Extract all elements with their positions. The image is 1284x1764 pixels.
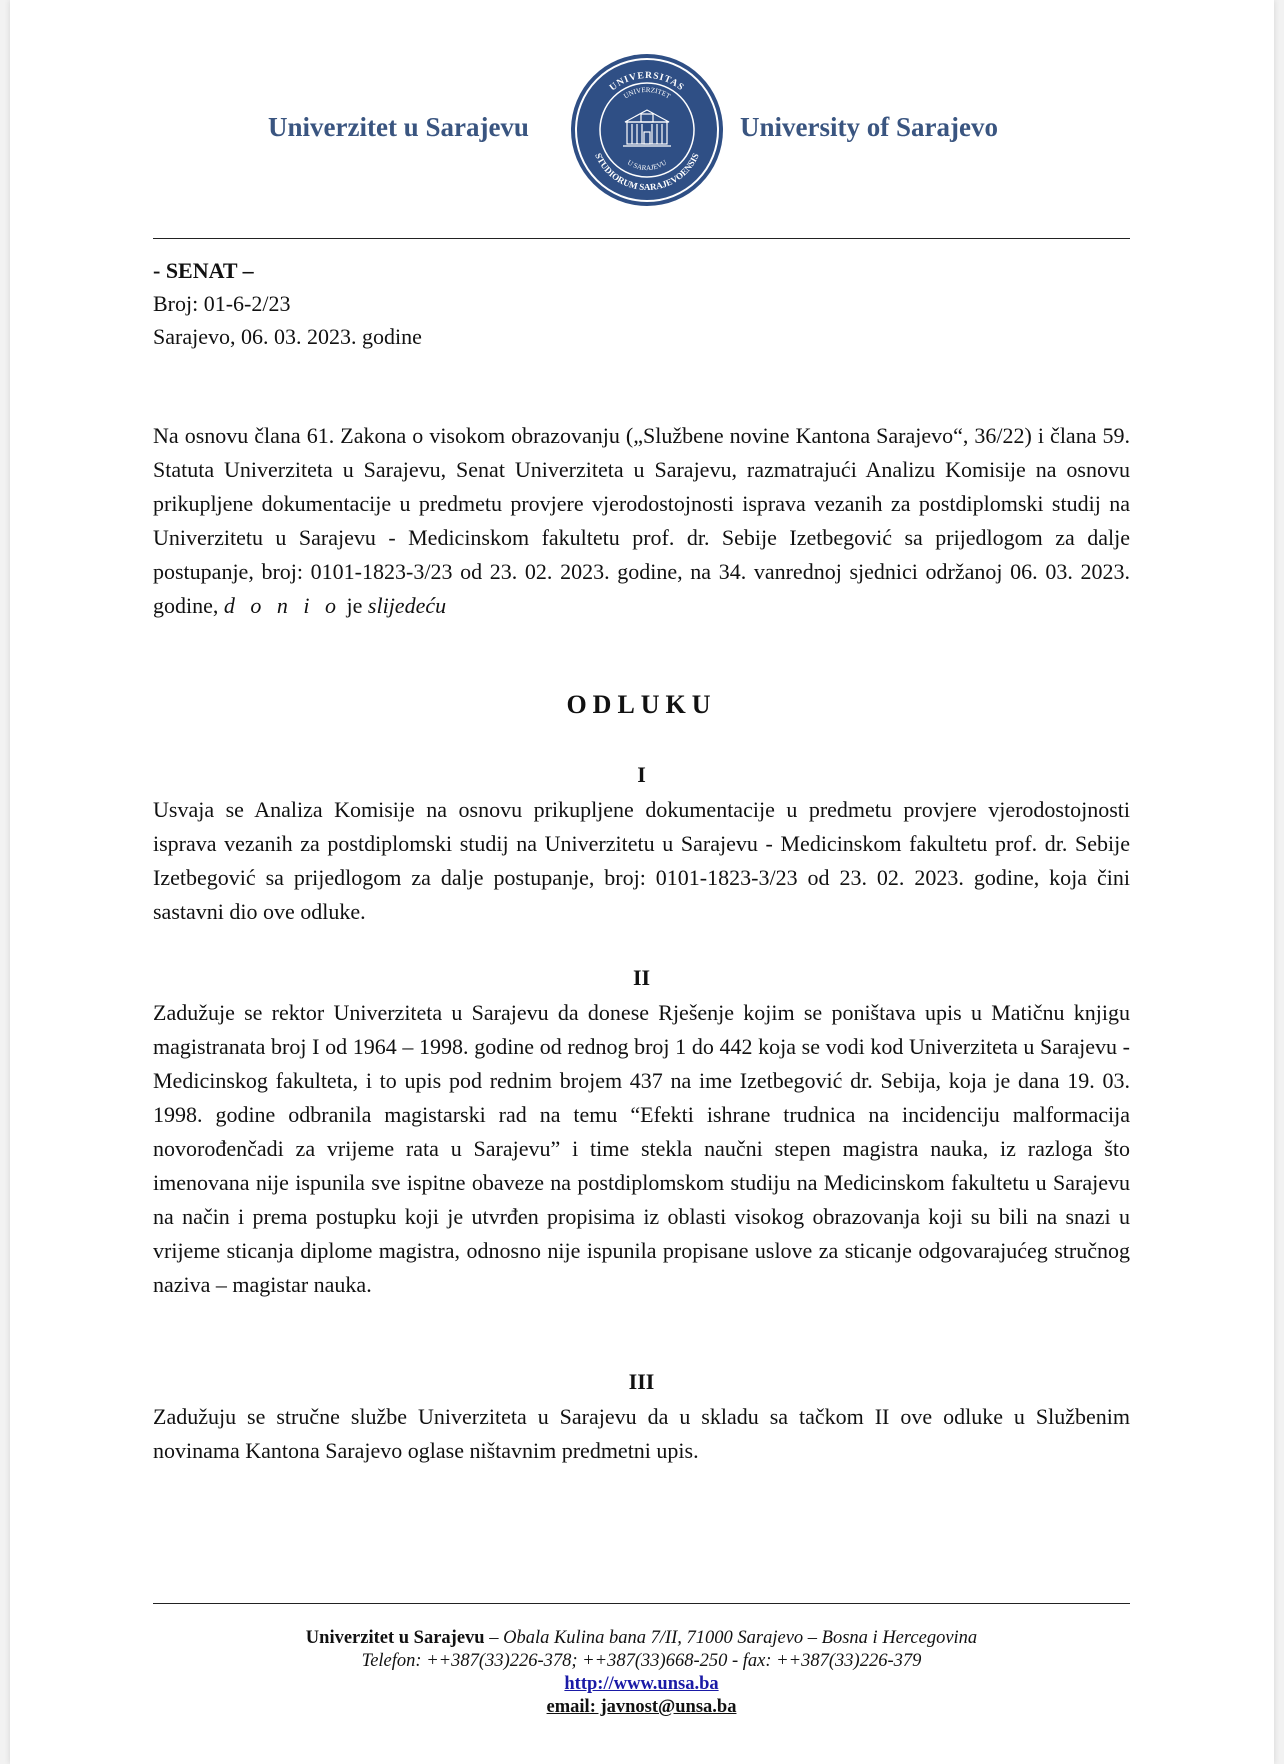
university-name-en: University of Sarajevo	[740, 112, 998, 142]
footer-website-link[interactable]: http://www.unsa.ba	[564, 1674, 719, 1694]
document-meta	[153, 254, 1130, 353]
section-number: II	[632, 965, 651, 990]
footer	[153, 1627, 1130, 1719]
footer-email[interactable]: email: javnost@unsa.ba	[546, 1697, 737, 1717]
intro-text: Na osnovu člana 61. Zakona o visokom obrazovanju („Službene novine Kantona Sarajevo“, 36/22) i člana 59. Statuta Univerziteta u Sarajevu, Senat Univerziteta u Sarajevu, razmatrajući Analizu Komisije na osnovu prikupljene dokumentacije u predmetu provjere vjerodostojnosti isprava vezanih za postdiplomski studij na Univerzitetu u Sarajevu - Medicinskom fakultetu prof. dr. Sebije Izetbegović sa prijedlogom za dalje postupanje, broj: 0101-1823-3/23 od 23. 02. 2023. godine, na 34. vanrednoj sjednici održanoj 06. 03. 2023. godine,	[153, 423, 1130, 618]
footer-divider	[153, 1603, 1130, 1604]
donio-word: d o n i o	[223, 593, 342, 618]
letterhead	[10, 52, 1274, 212]
seal-outer-top-text: UNIVERSITAS	[608, 70, 686, 94]
footer-address: – Obala Kulina bana 7/II, 71000 Sarajevo – Bosna i Hercegovina	[484, 1628, 978, 1648]
section-text: Zadužuju se stručne službe Univerziteta u Sarajevu da u skladu sa tačkom II ove odluke u Službenim novinama Kantona Sarajevo oglase ništavnim predmetni upis.	[153, 1404, 1130, 1463]
seal-inner-top-text: UNIVERZITET	[622, 85, 672, 101]
section-number: III	[628, 1369, 655, 1394]
footer-address-line	[153, 1627, 1130, 1650]
document-page	[10, 0, 1274, 1764]
section-number: I	[637, 762, 646, 787]
university-name-bs: Univerzitet u Sarajevu	[268, 112, 529, 142]
document-date: Sarajevo, 06. 03. 2023. godine	[153, 324, 422, 349]
senat-label: - SENAT –	[153, 258, 254, 283]
university-seal-icon	[569, 52, 725, 208]
footer-phone: Telefon: ++387(33)226-378; ++387(33)668-250 - fax: ++387(33)226-379	[361, 1651, 922, 1671]
document-number: Broj: 01-6-2/23	[153, 291, 291, 316]
seal-outer-bottom-text: STUDIORUM SARAJEVOENSIS	[593, 151, 701, 193]
section-text: Zadužuje se rektor Univerziteta u Sarajevu da donese Rješenje kojim se poništava upis u Matičnu knjigu magistranata broj I od 1964 – 1998. godine od rednog broj 1 do 442 koja se vodi kod Univerziteta u Sarajevu - Medicinskog fakulteta, i to upis pod rednim brojem 437 na ime Izetbegović dr. Sebija, koja je dana 19. 03. 1998. godine odbranila magistarski rad na temu “Efekti ishrane trudnica na incidenciju malformacija novorođenčadi za vrijeme rata u Sarajevu” i time stekla naučni stepen magistra nauka, iz razloga što imenovana nije ispunila sve ispitne obaveze na postdiplomskom studiju na Medicinskom fakultetu u Sarajevu na način i prema postupku koji je utvrđen propisima iz oblasti visokog obrazovanja koji su bili na snazi u vrijeme sticanja diplome magistra, odnosno nije ispunila propisane uslove za sticanje odgovarajućeg stručnog naziva – magistar nauka.	[153, 1000, 1130, 1297]
section-text: Usvaja se Analiza Komisije na osnovu prikupljene dokumentacije u predmetu provjere vjerodostojnosti isprava vezanih za postdiplomski studij na Univerzitetu u Sarajevu - Medicinskom fakultetu prof. dr. Sebije Izetbegović sa prijedlogom za dalje postupanje, broj: 0101-1823-3/23 od 23. 02. 2023. godine, koja čini sastavni dio ove odluke.	[153, 797, 1130, 924]
seal-inner-bottom-text: U SARAJEVU	[625, 158, 669, 173]
intro-paragraph	[153, 419, 1130, 623]
footer-name: Univerzitet u Sarajevu	[305, 1628, 485, 1648]
header-divider	[153, 238, 1130, 239]
decision-title: ODLUKU	[566, 690, 717, 719]
slijedecu-word: slijedeću	[367, 593, 447, 618]
je-word: je	[346, 593, 363, 618]
